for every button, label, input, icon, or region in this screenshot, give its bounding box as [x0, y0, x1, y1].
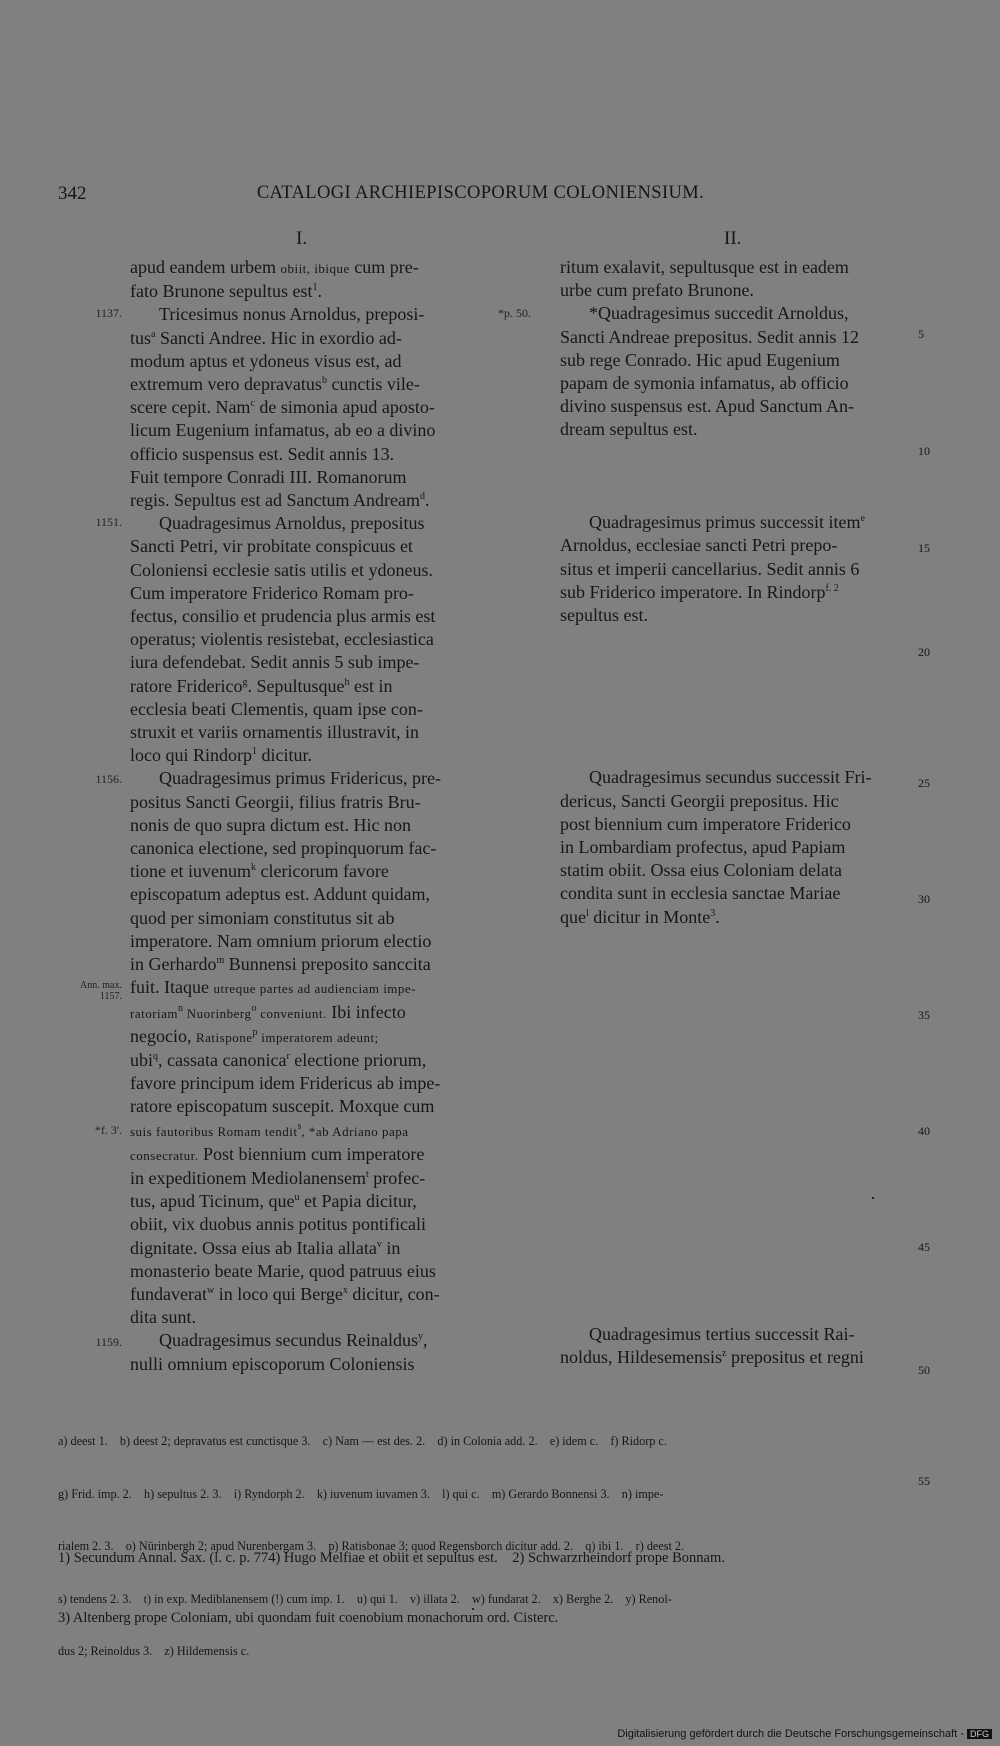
scan-speck	[872, 1197, 874, 1199]
folio-margin-note: *f. 3'.	[94, 1123, 122, 1137]
line-number: 40	[918, 1124, 930, 1138]
column-heading-ii: II.	[724, 228, 742, 249]
digitization-credit: Digitalisierung gefördert durch die Deutsche Forschungsgemeinschaft - DFG	[617, 1728, 992, 1740]
line-number: 35	[918, 1008, 930, 1022]
line-number: 20	[918, 645, 930, 659]
column-heading-i: I.	[296, 228, 308, 249]
col1-paragraph-arnoldus-1151: Quadragesimus Arnoldus, prepositus Sancti Petri, vir probitate conspicuus et Coloniensi ecclesie satis utilis et ydoneus. Cum imperatore Friderico Romam pro- fectus, consilio et prudencia plus armis est operatus; violentis resistebat, ecclesiastica iura defendebat. Sedit annis 5 sub impe- ratore Friderico$^g$. Sepultusque$^h$ est in ecclesia beati Clementis, quam ipse con- struxit et variis ornamentis illustravit, in loco qui Rindorp$^1$ dicitur.	[130, 513, 436, 766]
year-margin-1156: 1156.	[95, 772, 122, 786]
dfg-logo: DFG	[967, 1729, 992, 1739]
line-number: 30	[918, 892, 930, 906]
col1-paragraph-fridericus-1156: Quadragesimus primus Fridericus, pre- positus Sancti Georgii, filius fratris Bru- nonis de quo supra dictum est. Hic non canonica electione, sed propinquorum fac- tione et iuvenum$^k$ clericorum favore episcopatum adeptus est. Addunt quidam, quod per simoniam constitutus sit ab imperatore. Nam omnium priorum electio in Gerhardo$^m$ Bunnensi preposito sanccita fuit. Itaque utreque partes ad audienciam impe- ratoriam$^n$ Nuorinberg$^o$ conveniunt. Ibi infecto negocio, Ratispone$^p$ imperatorem adeunt; ubi$^q$, cassata canonica$^r$ electione priorum, favore principum idem Fridericus ab impe- ratore episcopatum suscepit. Moxque cum suis fautoribus Romam tendit$^s$, *ab Adriano papa consecratur. Post biennium cum imperatore in expeditionem Mediolanensem$^t$ profec- tus, apud Ticinum, que$^u$ et Papia dicitur, obiit, vix duobus annis potitus pontificali dignitate. Ossa eius ab Italia allata$^v$ in monasterio beate Marie, quod patruus eius fundaverat$^w$ in loco qui Berge$^x$ dicitur, con- dita sunt.	[130, 768, 441, 1328]
col1-paragraph-arnoldus-1137: Tricesimus nonus Arnoldus, preposi- tus$^a$ Sancti Andree. Hic in exordio ad- modum aptus et ydoneus visus est, ad extremum vero depravatus$^b$ cunctis vile- scere cepit. Nam$^c$ de simonia apud aposto- licum Eugenium infamatus, ab eo a divino officio suspensus est. Sedit annis 13. Fuit tempore Conradi III. Romanorum regis. Sepultus est ad Sanctum Andream$^d$.	[130, 304, 436, 511]
footnote-line: dus 2; Reinoldus 3. z) Hildemensis c.	[58, 1644, 250, 1658]
col2-paragraph-rainoldus: Quadragesimus tertius successit Rai- noldus, Hildesemensis$^z$ prepositus et regni	[560, 1324, 864, 1368]
column-ii-text	[560, 256, 912, 1370]
year-margin-1159: 1159.	[95, 1335, 122, 1349]
source-note-line: 1) Secundum Annal. Sax. (l. c. p. 774) Hugo Melfiae et obiit et sepultus est. 2) Schwarzrheindorf prope Bonnam.	[58, 1550, 725, 1566]
col2-paragraph-arnoldus-petri: Quadragesimus primus successit item$^e$ Arnoldus, ecclesiae sancti Petri prepo- situs et imperii cancellarius. Sedit annis 6 sub Friderico imperatore. In Rindorp$^{f. 2}$ sepultus est.	[560, 512, 865, 626]
source-notes	[58, 1508, 918, 1648]
line-number: 10	[918, 444, 930, 458]
running-title: CATALOGI ARCHIEPISCOPORUM COLONIENSIUM.	[256, 183, 705, 203]
line-number: 55	[918, 1474, 930, 1488]
footnote-line: g) Frid. imp. 2. h) sepultus 2. 3. i) Ryndorph 2. k) iuvenum iuvamen 3. l) qui c. m) Gerardo Bonnensi 3. n) impe-	[58, 1486, 664, 1501]
scan-speck	[472, 1608, 474, 1610]
line-number: 25	[918, 776, 930, 790]
line-number: 15	[918, 541, 930, 555]
line-number: 45	[918, 1240, 930, 1254]
col2-paragraph-arnoldus: *Quadragesimus succedit Arnoldus, Sancti Andreae prepositus. Sedit annis 12 sub rege Conrado. Hic apud Eugenium papam de symonia infamatus, ab officio divino suspensus est. Apud Sanctum An- dream sepultus est.	[560, 303, 859, 440]
col1-paragraph-reinaldus-1159: Quadragesimus secundus Reinaldus$^y$, nulli omnium episcoporum Coloniensis	[130, 1330, 428, 1374]
footnote-line: a) deest 1. b) deest 2; depravatus est cunctisque 3. c) Nam — est des. 2. d) in Colonia add. 2. e) idem c. f) Ridorp c.	[58, 1434, 667, 1448]
year-margin-1137: 1137.	[95, 306, 122, 320]
page-number: 342	[58, 183, 87, 204]
page-header	[58, 183, 903, 211]
year-margin-1151: 1151.	[95, 515, 122, 529]
footnote-line: rialem 2. 3. o) Nürinbergh 2; apud Nurenbergam 3. p) Ratisbonae 3; quod Regensborch dicitur add. 2. q) ibi 1. r) deest 2.	[58, 1539, 685, 1553]
col2-paragraph-continuation: ritum exalavit, sepultusque est in eadem urbe cum prefato Brunone.	[560, 257, 849, 301]
column-i-text	[130, 256, 480, 1376]
line-number: 50	[918, 1363, 930, 1377]
col2-paragraph-fridericus: Quadragesimus secundus successit Fri- dericus, Sancti Georgii prepositus. Hic post biennium cum imperatore Friderico in Lombardiam profectus, apud Papiam statim obiit. Ossa eius Coloniam delata condita sunt in ecclesia sanctae Mariae que$^l$ dicitur in Monte$^3$.	[560, 767, 872, 927]
col1-paragraph-continuation: apud eandem urbem obiit, ibique cum pre- fato Brunone sepultus est$^1$.	[130, 257, 419, 302]
line-number: 5	[918, 327, 924, 341]
page-ref-margin-note: *p. 50.	[498, 306, 531, 320]
source-note-line: 3) Altenberg prope Coloniam, ubi quondam fuit coenobium monachorum ord. Cisterc.	[58, 1610, 559, 1626]
margin-annales-maximiani: Ann. max. 1157.	[80, 980, 122, 1002]
footnote-line: s) tendens 2. 3. t) in exp. Mediblanensem (!) cum imp. 1. u) qui 1. v) illata 2. w) fundarat 2. x) Berghe 2. y) Renol-	[58, 1591, 672, 1606]
